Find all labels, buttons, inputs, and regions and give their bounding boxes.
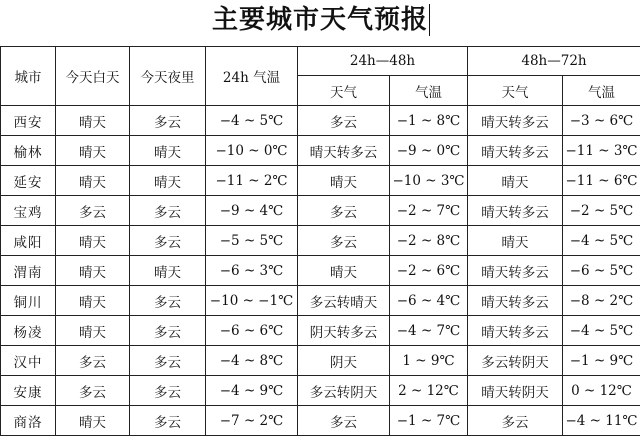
today-day-cell: 晴天 xyxy=(56,256,130,286)
header-city: 城市 xyxy=(1,47,56,106)
today-day-cell: 多云 xyxy=(56,346,130,376)
temp-48h-cell: −4 ~ 7℃ xyxy=(390,316,468,346)
today-night-cell: 多云 xyxy=(130,286,206,316)
today-day-cell: 晴天 xyxy=(56,166,130,196)
weather-72h-cell: 晴天转多云 xyxy=(468,136,563,166)
today-night-cell: 多云 xyxy=(130,346,206,376)
temp-24h-cell: −4 ~ 5℃ xyxy=(206,106,298,136)
today-night-cell: 晴天 xyxy=(130,166,206,196)
weather-72h-cell: 晴天转多云 xyxy=(468,316,563,346)
table-row xyxy=(1,106,640,136)
city-cell: 西安 xyxy=(1,106,56,136)
temp-24h-cell: −9 ~ 4℃ xyxy=(206,196,298,226)
forecast-table xyxy=(0,46,640,436)
weather-48h-cell: 晴天 xyxy=(298,166,390,196)
weather-48h-cell: 晴天 xyxy=(298,256,390,286)
temp-24h-cell: −6 ~ 6℃ xyxy=(206,316,298,346)
today-day-cell: 晴天 xyxy=(56,136,130,166)
today-night-cell: 多云 xyxy=(130,376,206,406)
temp-48h-cell: −2 ~ 8℃ xyxy=(390,226,468,256)
header-temp-48: 气温 xyxy=(390,76,468,106)
weather-48h-cell: 多云转晴天 xyxy=(298,286,390,316)
temp-72h-cell: −1 ~ 9℃ xyxy=(563,346,640,376)
table-row xyxy=(1,406,640,436)
header-48-72h: 48h—72h xyxy=(468,47,640,76)
today-day-cell: 多云 xyxy=(56,376,130,406)
weather-72h-cell: 晴天转多云 xyxy=(468,106,563,136)
city-cell: 商洛 xyxy=(1,406,56,436)
temp-72h-cell: −4 ~ 5℃ xyxy=(563,226,640,256)
temp-24h-cell: −7 ~ 2℃ xyxy=(206,406,298,436)
today-day-cell: 晴天 xyxy=(56,286,130,316)
temp-48h-cell: −9 ~ 0℃ xyxy=(390,136,468,166)
temp-48h-cell: −2 ~ 7℃ xyxy=(390,196,468,226)
weather-72h-cell: 晴天 xyxy=(468,226,563,256)
header-today-day: 今天白天 xyxy=(56,47,130,106)
temp-24h-cell: −6 ~ 3℃ xyxy=(206,256,298,286)
weather-48h-cell: 多云转阴天 xyxy=(298,376,390,406)
weather-72h-cell: 多云 xyxy=(468,406,563,436)
temp-24h-cell: −10 ~ 0℃ xyxy=(206,136,298,166)
table-row xyxy=(1,316,640,346)
table-row xyxy=(1,256,640,286)
temp-72h-cell: −11 ~ 6℃ xyxy=(563,166,640,196)
temp-72h-cell: −11 ~ 3℃ xyxy=(563,136,640,166)
header-weather-48: 天气 xyxy=(298,76,390,106)
weather-72h-cell: 晴天转多云 xyxy=(468,196,563,226)
city-cell: 安康 xyxy=(1,376,56,406)
header-temp-72: 气温 xyxy=(563,76,640,106)
page-title: 主要城市天气预报 xyxy=(0,2,640,38)
table-row xyxy=(1,376,640,406)
today-night-cell: 多云 xyxy=(130,406,206,436)
weather-72h-cell: 多云转阴天 xyxy=(468,346,563,376)
today-night-cell: 多云 xyxy=(130,316,206,346)
table-row xyxy=(1,136,640,166)
city-cell: 杨凌 xyxy=(1,316,56,346)
temp-48h-cell: −10 ~ 3℃ xyxy=(390,166,468,196)
header-24-48h: 24h—48h xyxy=(298,47,468,76)
table-row xyxy=(1,286,640,316)
city-cell: 咸阳 xyxy=(1,226,56,256)
temp-48h-cell: −2 ~ 6℃ xyxy=(390,256,468,286)
temp-72h-cell: −2 ~ 5℃ xyxy=(563,196,640,226)
weather-72h-cell: 晴天 xyxy=(468,166,563,196)
table-row xyxy=(1,166,640,196)
temp-72h-cell: 0 ~ 12℃ xyxy=(563,376,640,406)
temp-48h-cell: −1 ~ 8℃ xyxy=(390,106,468,136)
temp-24h-cell: −5 ~ 5℃ xyxy=(206,226,298,256)
temp-48h-cell: −6 ~ 4℃ xyxy=(390,286,468,316)
city-cell: 延安 xyxy=(1,166,56,196)
header-today-night: 今天夜里 xyxy=(130,47,206,106)
today-night-cell: 多云 xyxy=(130,226,206,256)
temp-72h-cell: −8 ~ 2℃ xyxy=(563,286,640,316)
header-weather-72: 天气 xyxy=(468,76,563,106)
today-night-cell: 多云 xyxy=(130,106,206,136)
city-cell: 汉中 xyxy=(1,346,56,376)
weather-48h-cell: 多云 xyxy=(298,106,390,136)
table-row xyxy=(1,346,640,376)
today-night-cell: 多云 xyxy=(130,196,206,226)
temp-72h-cell: −4 ~ 5℃ xyxy=(563,316,640,346)
weather-48h-cell: 多云 xyxy=(298,226,390,256)
table-row xyxy=(1,196,640,226)
weather-48h-cell: 多云 xyxy=(298,196,390,226)
city-cell: 铜川 xyxy=(1,286,56,316)
weather-48h-cell: 晴天转多云 xyxy=(298,136,390,166)
city-cell: 渭南 xyxy=(1,256,56,286)
table-row xyxy=(1,226,640,256)
temp-72h-cell: −6 ~ 5℃ xyxy=(563,256,640,286)
weather-72h-cell: 晴天转多云 xyxy=(468,286,563,316)
city-cell: 宝鸡 xyxy=(1,196,56,226)
today-day-cell: 晴天 xyxy=(56,106,130,136)
temp-24h-cell: −4 ~ 8℃ xyxy=(206,346,298,376)
weather-48h-cell: 阴天 xyxy=(298,346,390,376)
temp-24h-cell: −11 ~ 2℃ xyxy=(206,166,298,196)
weather-72h-cell: 晴天转阴天 xyxy=(468,376,563,406)
header-row-top xyxy=(1,47,640,76)
temp-48h-cell: −1 ~ 7℃ xyxy=(390,406,468,436)
weather-48h-cell: 阴天转多云 xyxy=(298,316,390,346)
text-cursor xyxy=(429,4,430,36)
today-day-cell: 晴天 xyxy=(56,406,130,436)
weather-48h-cell: 多云 xyxy=(298,406,390,436)
temp-48h-cell: 2 ~ 12℃ xyxy=(390,376,468,406)
today-day-cell: 晴天 xyxy=(56,226,130,256)
temp-24h-cell: −10 ~ −1℃ xyxy=(206,286,298,316)
temp-72h-cell: −4 ~ 11℃ xyxy=(563,406,640,436)
today-day-cell: 晴天 xyxy=(56,316,130,346)
temp-48h-cell: 1 ~ 9℃ xyxy=(390,346,468,376)
today-day-cell: 多云 xyxy=(56,196,130,226)
header-24h-temp: 24h 气温 xyxy=(206,47,298,106)
temp-72h-cell: −3 ~ 6℃ xyxy=(563,106,640,136)
weather-72h-cell: 晴天转多云 xyxy=(468,256,563,286)
today-night-cell: 晴天 xyxy=(130,136,206,166)
temp-24h-cell: −4 ~ 9℃ xyxy=(206,376,298,406)
today-night-cell: 晴天 xyxy=(130,256,206,286)
city-cell: 榆林 xyxy=(1,136,56,166)
